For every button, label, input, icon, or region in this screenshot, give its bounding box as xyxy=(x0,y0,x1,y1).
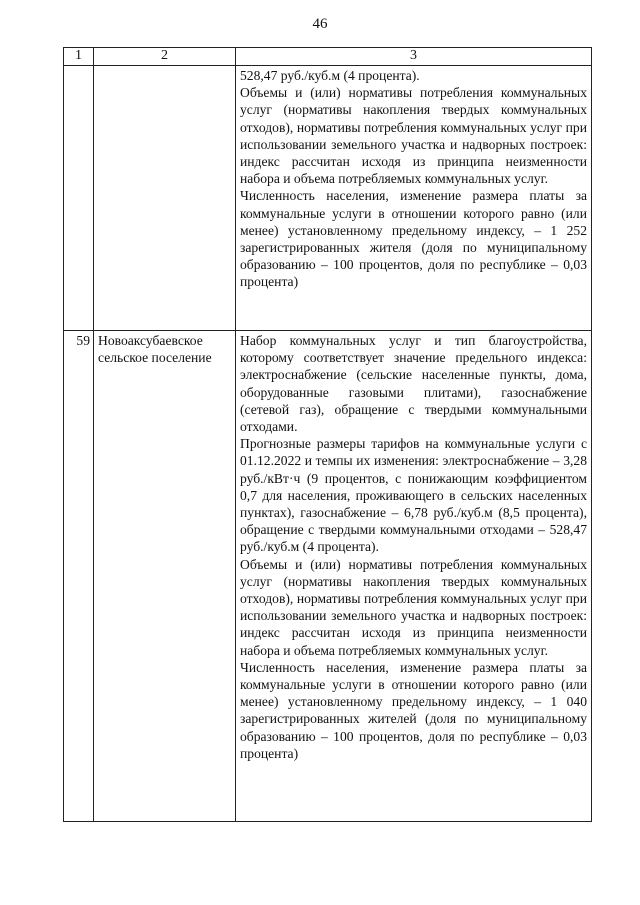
settlement-name-cell: Новоаксубаевское сельское поселение xyxy=(94,331,236,822)
description-paragraph: Численность населения, изменение размера платы за коммунальные услуги в отношении которого равно (или менее) установленному предельному индексу, – 1 252 зарегистрированных жителя (доля по муниципальному образованию – 100 процентов, доля по республике – 0,03 процента) xyxy=(240,188,587,290)
table-row-59 xyxy=(64,331,592,822)
tariff-table-container xyxy=(63,47,591,822)
description-paragraph: Объемы и (или) нормативы потребления коммунальных услуг (нормативы накопления твердых коммунальных отходов), нормативы потребления коммунальных услуг при использовании земельного участка и надворных построек: индекс рассчитан исходя из принципа неизменности набора и объема потребляемых коммунальных услуг. xyxy=(240,85,587,187)
column-header-2: 2 xyxy=(94,48,236,66)
description-paragraph: 528,47 руб./куб.м (4 процента). xyxy=(240,68,420,83)
description-paragraph: Объемы и (или) нормативы потребления коммунальных услуг (нормативы накопления твердых коммунальных отходов), нормативы потребления коммунальных услуг при использовании земельного участка и надворных построек: индекс рассчитан исходя из принципа неизменности набора и объема потребляемых коммунальных услуг. xyxy=(240,556,587,658)
column-header-3: 3 xyxy=(236,48,592,66)
table-row-continuation xyxy=(64,66,592,331)
settlement-name-cell xyxy=(94,66,236,331)
description-cell xyxy=(236,66,592,331)
table-header-row xyxy=(64,48,592,66)
description-paragraph: Набор коммунальных услуг и тип благоустройства, которому соответствует значение предельного индекса: электроснабжение (сельские населенные пункты, дома, оборудованные газовыми плитами), газоснабжение (сетевой газ), обращение с твердыми коммунальными отходами. xyxy=(240,333,587,435)
row-number-cell xyxy=(64,66,94,331)
description-cell xyxy=(236,331,592,822)
row-number-cell: 59 xyxy=(64,331,94,822)
page-number: 46 xyxy=(312,16,328,32)
tariff-table xyxy=(63,47,592,822)
description-paragraph: Численность населения, изменение размера платы за коммунальные услуги в отношении которого равно (или менее) установленному предельному индексу, – 1 040 зарегистрированных жителей (доля по муниципальному образованию – 100 процентов, доля по республике – 0,03 процента) xyxy=(240,659,587,761)
description-paragraph: Прогнозные размеры тарифов на коммунальные услуги с 01.12.2022 и темпы их изменения: электроснабжение – 3,28 руб./кВт·ч (9 процентов, с понижающим коэффициентом 0,7 для населения, проживающего в сельских населенных пунктах), газоснабжение – 6,78 руб./куб.м (8,5 процента), обращение с твердыми коммунальными отходами – 528,47 руб./куб.м (4 процента). xyxy=(240,436,587,555)
column-header-1: 1 xyxy=(64,48,94,66)
